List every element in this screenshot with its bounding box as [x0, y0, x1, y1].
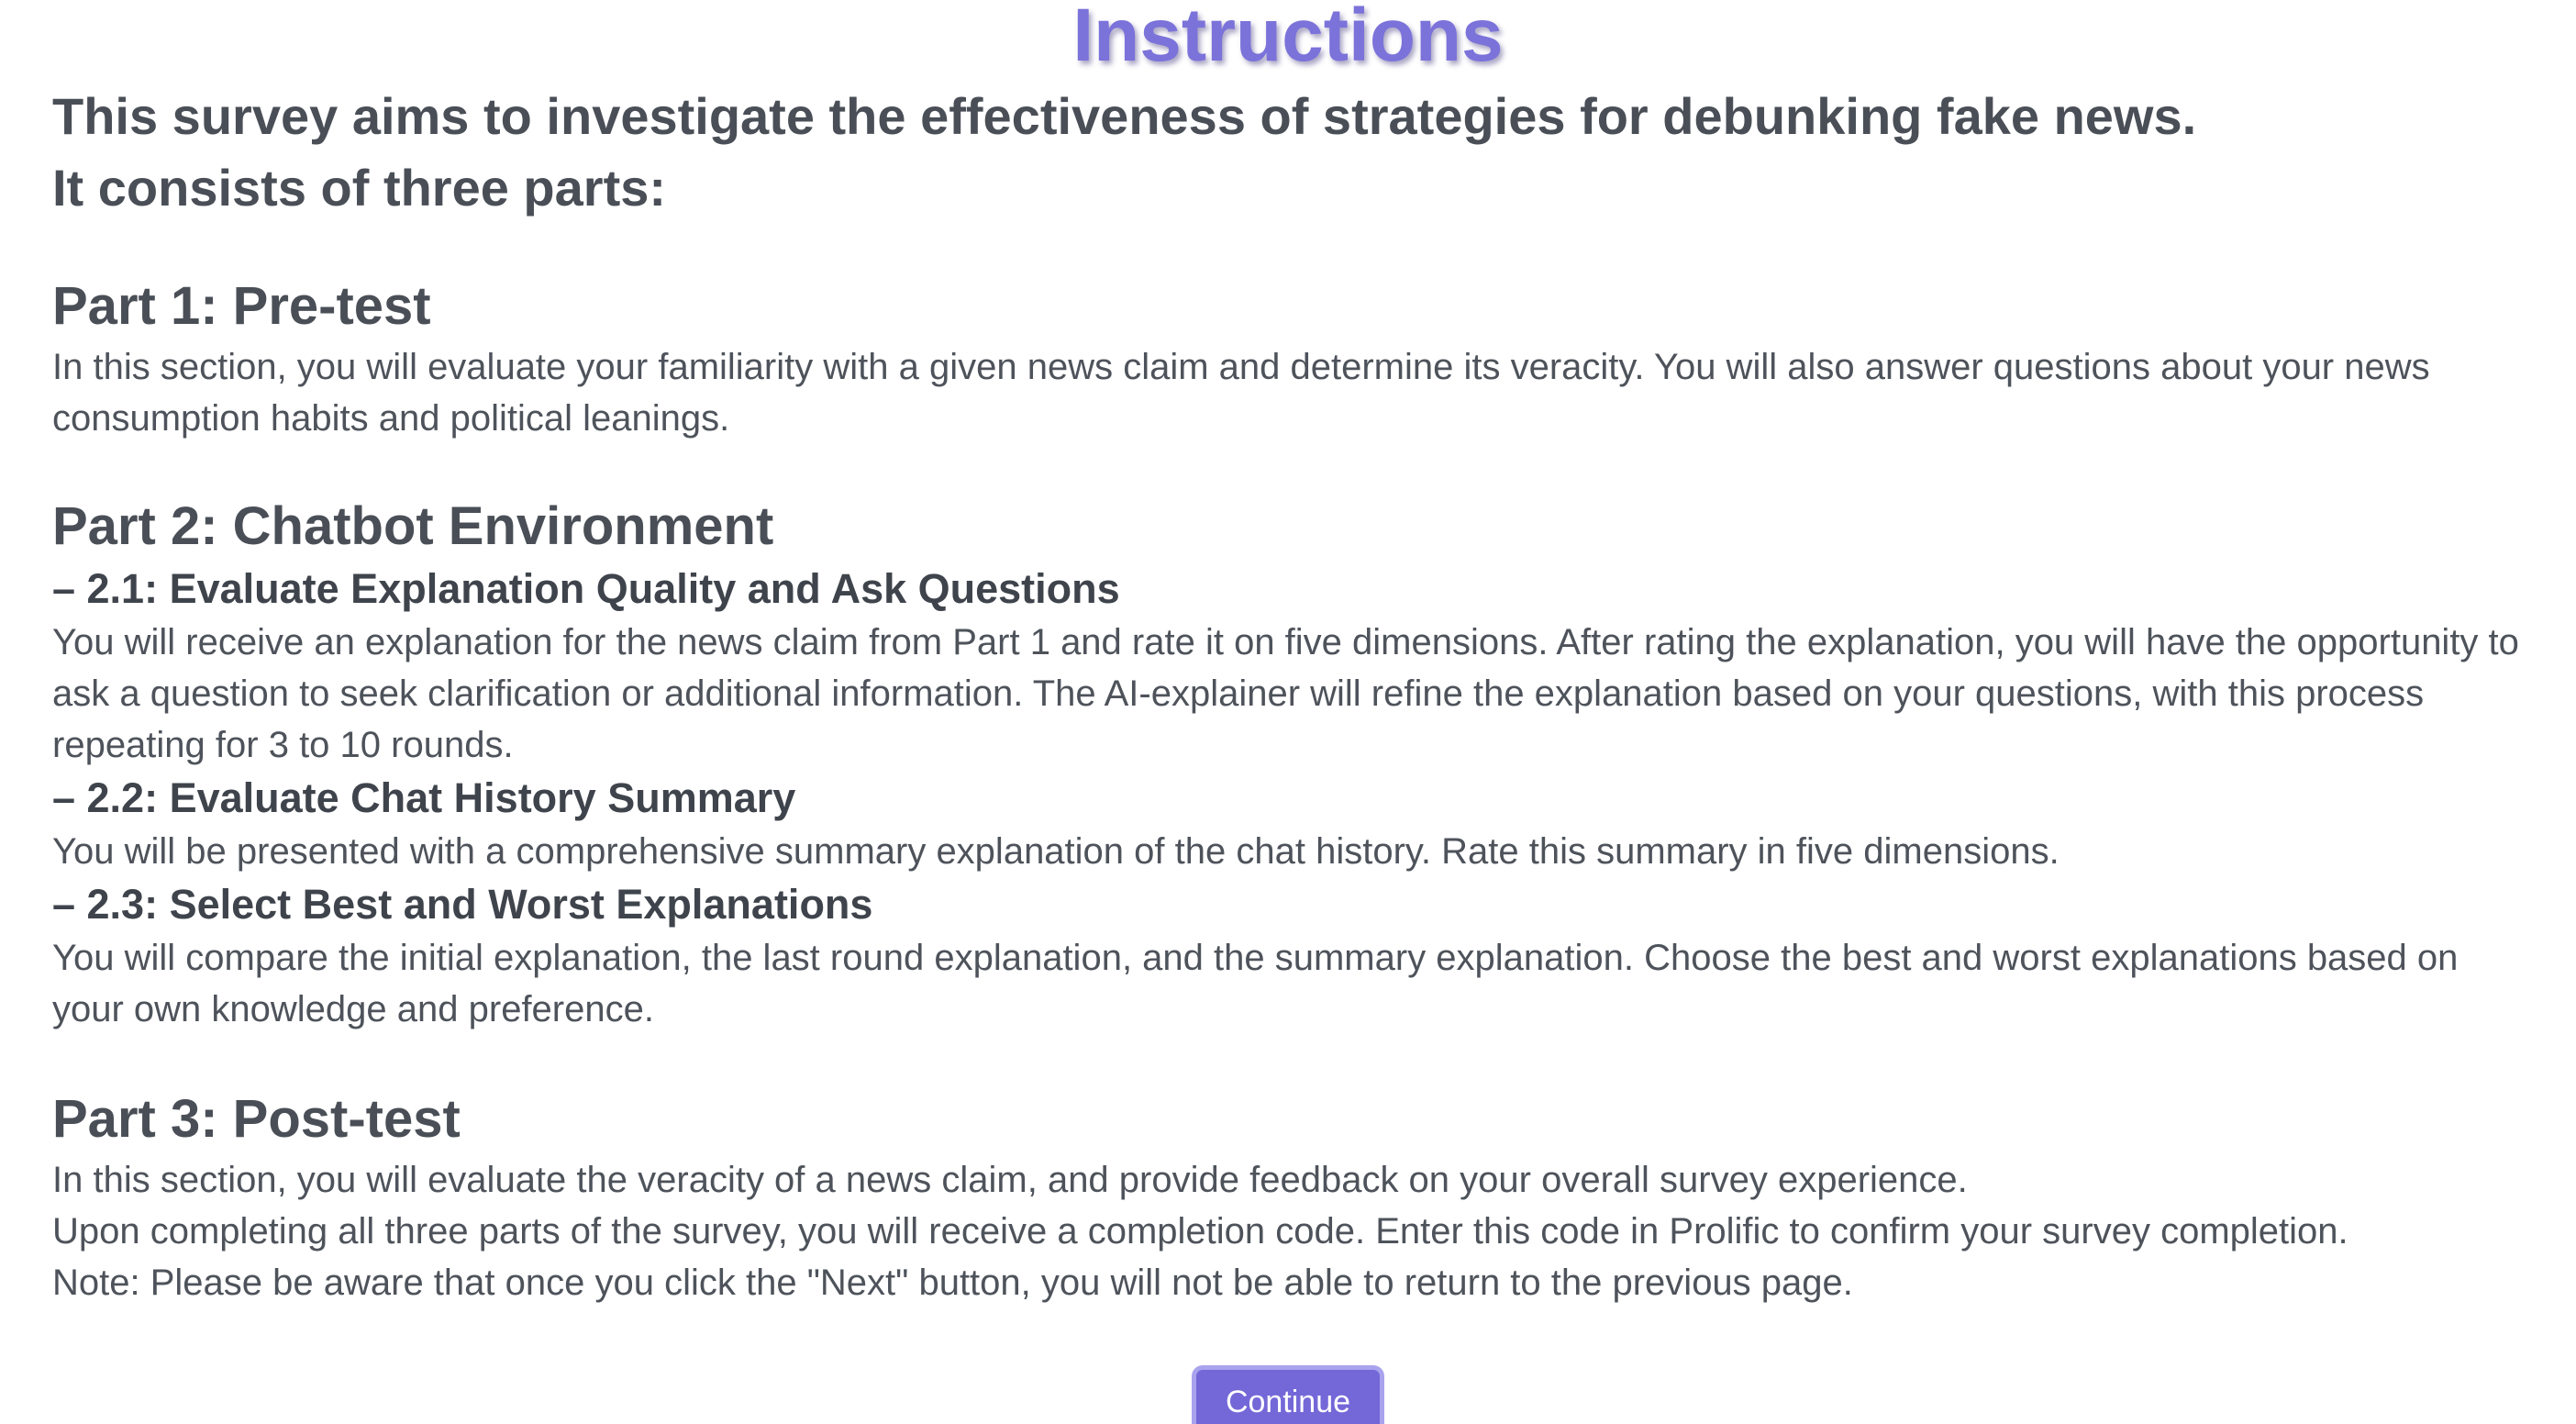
part-2-3-heading: – 2.3: Select Best and Worst Explanations — [52, 881, 873, 928]
part-2-1-heading: – 2.1: Evaluate Explanation Quality and Ask Questions — [52, 565, 1120, 612]
part-1-heading: Part 1: Pre-test — [52, 276, 431, 336]
part-2-3-description: You will compare the initial explanation, the last round explanation, and the summary explanation. Choose the best and worst explanations based on your own knowledge and preference. — [52, 938, 2459, 1029]
completion-instructions: Upon completing all three parts of the survey, you will receive a completion code. Enter this code in Prolific to confirm your survey completion. — [52, 1211, 2348, 1252]
button-area — [0, 1365, 2576, 1424]
intro-line-1: This survey aims to investigate the effectiveness of strategies for debunking fake news. — [52, 87, 2197, 145]
part-3-section — [52, 1085, 2529, 1308]
part-2-heading: Part 2: Chatbot Environment — [52, 496, 774, 556]
navigation-note: Note: Please be aware that once you click the "Next" button, you will not be able to return to the previous page. — [52, 1263, 1853, 1303]
page-title: Instructions — [1072, 0, 1504, 77]
part-1-description: In this section, you will evaluate your familiarity with a given news claim and determine its veracity. You will also answer questions about your news consumption habits and political leanings. — [52, 347, 2430, 439]
spacer — [52, 444, 2529, 492]
part-2-section — [52, 492, 2529, 1035]
part-3-description: In this section, you will evaluate the veracity of a news claim, and provide feedback on your overall survey experience. — [52, 1160, 1968, 1200]
part-2-2-heading: – 2.2: Evaluate Chat History Summary — [52, 774, 796, 821]
part-2-1-description: You will receive an explanation for the news claim from Part 1 and rate it on five dimensions. After rating the explanation, you will have the opportunity to ask a question to seek clarification or additional information. The AI-explainer will refine the explanation based on your questions, with this process repeating for 3 to 10 rounds. — [52, 622, 2519, 765]
intro-line-2: It consists of three parts: — [52, 159, 667, 217]
part-1-section — [52, 272, 2529, 444]
spacer — [52, 224, 2529, 272]
part-3-heading: Part 3: Post-test — [52, 1089, 461, 1149]
continue-button[interactable]: Continue — [1192, 1365, 1384, 1424]
instructions-content — [52, 81, 2529, 1308]
part-2-2-description: You will be presented with a comprehensive summary explanation of the chat history. Rate this summary in five dimensions. — [52, 831, 2060, 872]
spacer — [52, 1035, 2529, 1085]
